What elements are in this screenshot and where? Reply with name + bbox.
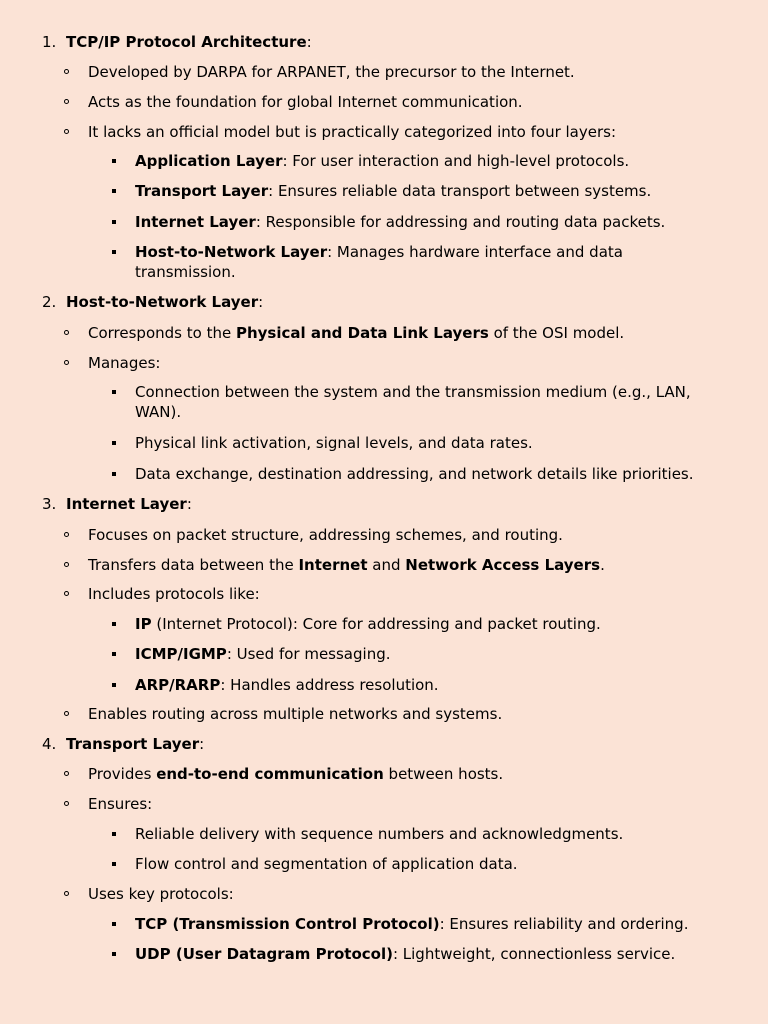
circle-bullet-icon	[64, 129, 69, 134]
sub-list-item: IP (Internet Protocol): Core for addressing and packet routing.	[0, 614, 768, 634]
circle-bullet-icon	[64, 330, 69, 335]
section-heading: 1. TCP/IP Protocol Architecture:	[42, 33, 312, 51]
square-bullet-icon	[112, 472, 116, 476]
square-bullet-icon	[112, 250, 116, 254]
list-item: Includes protocols like:	[0, 584, 768, 604]
circle-bullet-icon	[64, 360, 69, 365]
section-number: 4.	[42, 735, 57, 753]
section-number: 2.	[42, 293, 57, 311]
section-title: Internet Layer	[66, 495, 187, 513]
sub-list-item: Data exchange, destination addressing, and network details like priorities.	[0, 464, 768, 484]
square-bullet-icon	[112, 220, 116, 224]
section-title: Host-to-Network Layer	[66, 293, 259, 311]
list-item: Transfers data between the Internet and Network Access Layers.	[0, 555, 768, 575]
section-title: Transport Layer	[66, 735, 200, 753]
circle-bullet-icon	[64, 801, 69, 806]
square-bullet-icon	[112, 189, 116, 193]
section-title: TCP/IP Protocol Architecture	[66, 33, 307, 51]
sub-list-item: UDP (User Datagram Protocol): Lightweight, connectionless service.	[0, 944, 768, 964]
square-bullet-icon	[112, 862, 116, 866]
sub-list-item: Flow control and segmentation of application data.	[0, 854, 768, 874]
list-item: Ensures:	[0, 794, 768, 814]
list-item: Uses key protocols:	[0, 884, 768, 904]
list-item: Developed by DARPA for ARPANET, the precursor to the Internet.	[0, 62, 768, 82]
section-heading: 2. Host-to-Network Layer:	[42, 293, 264, 311]
circle-bullet-icon	[64, 591, 69, 596]
section-number: 1.	[42, 33, 57, 51]
circle-bullet-icon	[64, 99, 69, 104]
square-bullet-icon	[112, 622, 116, 626]
sub-list-item: Transport Layer: Ensures reliable data transport between systems.	[0, 181, 768, 201]
sub-list-item: ARP/RARP: Handles address resolution.	[0, 675, 768, 695]
square-bullet-icon	[112, 952, 116, 956]
sub-list-item: Host-to-Network Layer: Manages hardware interface and data	[0, 242, 768, 262]
square-bullet-icon	[112, 922, 116, 926]
sub-list-item: TCP (Transmission Control Protocol): Ensures reliability and ordering.	[0, 914, 768, 934]
sub-list-item-continuation: WAN).	[135, 403, 182, 421]
list-item: Corresponds to the Physical and Data Link Layers of the OSI model.	[0, 323, 768, 343]
square-bullet-icon	[112, 832, 116, 836]
list-item: Enables routing across multiple networks and systems.	[0, 704, 768, 724]
circle-bullet-icon	[64, 711, 69, 716]
section-heading: 3. Internet Layer:	[42, 495, 192, 513]
sub-list-item: ICMP/IGMP: Used for messaging.	[0, 644, 768, 664]
sub-list-item: Reliable delivery with sequence numbers and acknowledgments.	[0, 824, 768, 844]
list-item: Manages:	[0, 353, 768, 373]
list-item: Acts as the foundation for global Internet communication.	[0, 92, 768, 112]
list-item: It lacks an official model but is practically categorized into four layers:	[0, 122, 768, 142]
square-bullet-icon	[112, 159, 116, 163]
section-number: 3.	[42, 495, 57, 513]
circle-bullet-icon	[64, 891, 69, 896]
square-bullet-icon	[112, 441, 116, 445]
circle-bullet-icon	[64, 69, 69, 74]
sub-list-item: Internet Layer: Responsible for addressing and routing data packets.	[0, 212, 768, 232]
square-bullet-icon	[112, 652, 116, 656]
square-bullet-icon	[112, 683, 116, 687]
circle-bullet-icon	[64, 562, 69, 567]
circle-bullet-icon	[64, 771, 69, 776]
sub-list-item: Application Layer: For user interaction and high-level protocols.	[0, 151, 768, 171]
list-item: Focuses on packet structure, addressing schemes, and routing.	[0, 525, 768, 545]
square-bullet-icon	[112, 390, 116, 394]
sub-list-item: Connection between the system and the transmission medium (e.g., LAN,	[0, 382, 768, 402]
section-heading: 4. Transport Layer:	[42, 735, 205, 753]
circle-bullet-icon	[64, 532, 69, 537]
sub-list-item-continuation: transmission.	[135, 263, 236, 281]
list-item: Provides end-to-end communication between hosts.	[0, 764, 768, 784]
sub-list-item: Physical link activation, signal levels, and data rates.	[0, 433, 768, 453]
